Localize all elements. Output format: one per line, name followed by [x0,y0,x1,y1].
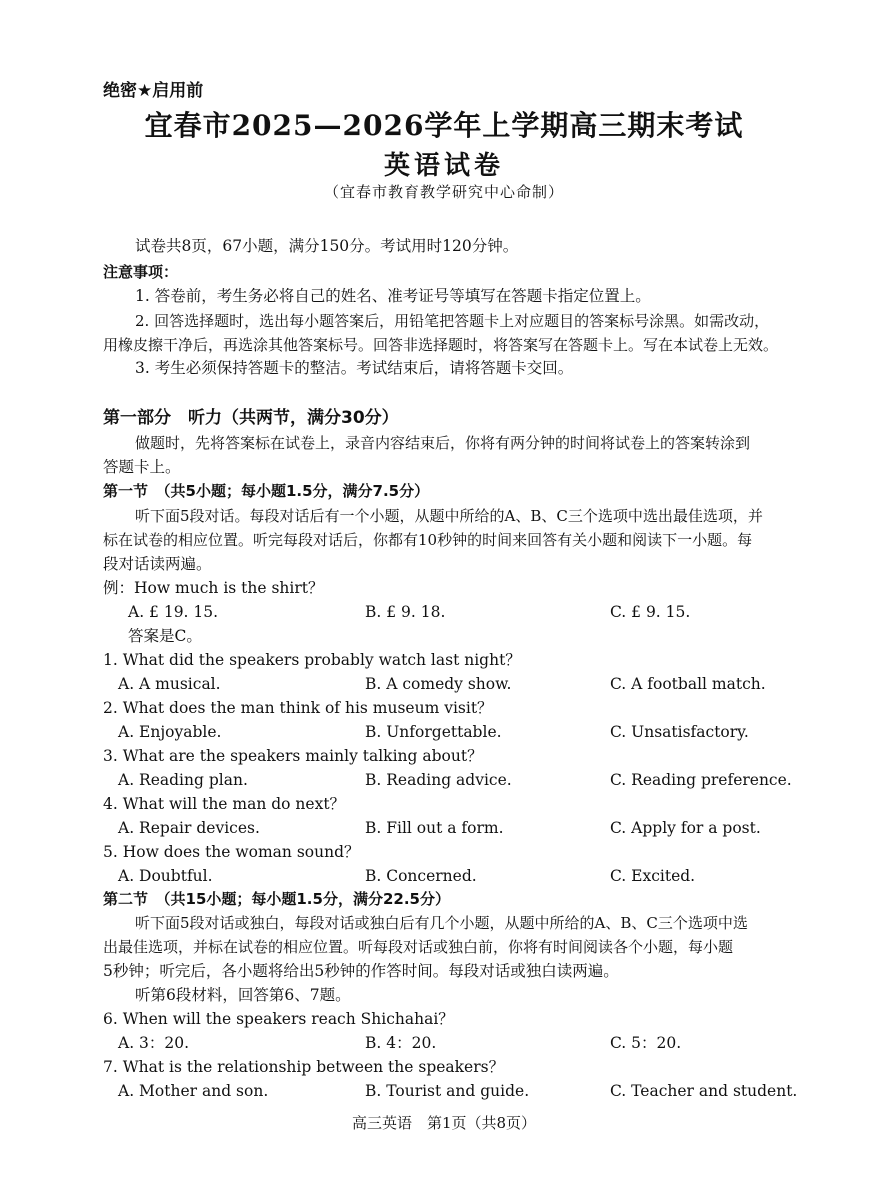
issuer-line: （宜春市教育教学研究中心命制） [323,183,564,201]
q3-option-c: C. Reading preference. [610,771,792,789]
section1-desc-b: 标在试卷的相应位置。听完每段对话后，你都有10秒钟的时间来回答有关小题和阅读下一小题。每 [103,531,753,549]
material-6-instruction: 听第6段材料，回答第6、7题。 [135,986,351,1004]
q6-option-a: A. 3：20. [118,1034,190,1052]
question-2: 2. What does the man think of his museum visit？ [103,699,493,717]
note-2b: 用橡皮擦干净后，再选涂其他答案标号。回答非选择题时，将答案写在答题卡上。写在本试卷上无效。 [103,336,779,354]
q3-option-a: A. Reading plan. [118,771,248,789]
q2-option-b: B. Unforgettable. [365,723,502,741]
question-3: 3. What are the speakers mainly talking about？ [103,747,483,765]
section2-desc-b: 出最佳选项，并标在试卷的相应位置。听每段对话或独白前，你将有时间阅读各个小题，每小题 [103,938,734,956]
q2-option-a: A. Enjoyable. [118,723,222,741]
q1-option-b: B. A comedy show. [365,675,512,693]
confidential-label: 绝密★启用前 [103,81,204,101]
q1-option-c: C. A football match. [610,675,766,693]
q2-option-c: C. Unsatisfactory. [610,723,749,741]
example-question: 例：How much is the shirt？ [103,579,324,597]
section2-desc-c: 5秒钟；听完后，各小题将给出5秒钟的作答时间。每段对话或独白读两遍。 [103,962,619,980]
q6-option-b: B. 4：20. [365,1034,437,1052]
section1-desc-c: 段对话读两遍。 [103,555,212,573]
q4-option-c: C. Apply for a post. [610,819,761,837]
notes-title: 注意事项： [103,263,179,281]
example-answer: 答案是C。 [128,627,202,645]
question-5: 5. How does the woman sound？ [103,843,360,861]
q5-option-c: C. Excited. [610,867,696,885]
note-1: 1. 答卷前，考生务必将自己的姓名、准考证号等填写在答题卡指定位置上。 [135,287,651,305]
note-3: 3. 考生必须保持答题卡的整洁。考试结束后，请将答题卡交回。 [135,359,574,377]
exam-summary: 试卷共8页，67小题，满分150分。考试用时120分钟。 [135,237,519,255]
section2-title: 第二节 （共15小题；每小题1.5分，满分22.5分） [103,890,450,908]
part1-desc-a: 做题时，先将答案标在试卷上，录音内容结束后，你将有两分钟的时间将试卷上的答案转涂到 [135,434,751,452]
q7-option-a: A. Mother and son. [118,1082,269,1100]
part1-title: 第一部分 听力（共两节，满分30分） [103,408,399,428]
section1-desc-a: 听下面5段对话。每段对话后有一个小题，从题中所给的A、B、C三个选项中选出最佳选项，并 [135,507,763,525]
page-footer: 高三英语 第1页（共8页） [351,1114,537,1132]
subject-title: 英语试卷 [383,151,504,181]
q6-option-c: C. 5：20. [610,1034,682,1052]
q5-option-b: B. Concerned. [365,867,477,885]
q4-option-b: B. Fill out a form. [365,819,504,837]
example-option-a: A. £ 19. 15. [128,603,219,621]
example-option-c: C. £ 9. 15. [610,603,691,621]
example-option-b: B. £ 9. 18. [365,603,446,621]
q1-option-a: A. A musical. [118,675,221,693]
question-6: 6. When will the speakers reach Shichahai？ [103,1010,454,1028]
section2-desc-a: 听下面5段对话或独白，每段对话或独白后有几个小题，从题中所给的A、B、C三个选项中选 [135,914,748,932]
note-2a: 2. 回答选择题时，选出每小题答案后，用铅笔把答题卡上对应题目的答案标号涂黑。如需改动， [135,312,770,330]
question-1: 1. What did the speakers probably watch last night？ [103,651,521,669]
section1-title: 第一节 （共5小题；每小题1.5分，满分7.5分） [103,482,430,500]
exam-title: 宜春市2025—2026学年上学期高三期末考试 [144,109,744,142]
q4-option-a: A. Repair devices. [118,819,260,837]
q5-option-a: A. Doubtful. [118,867,213,885]
question-7: 7. What is the relationship between the speakers？ [103,1058,505,1076]
question-4: 4. What will the man do next？ [103,795,346,813]
part1-desc-b: 答题卡上。 [103,458,181,476]
q7-option-b: B. Tourist and guide. [365,1082,530,1100]
q7-option-c: C. Teacher and student. [610,1082,798,1100]
q3-option-b: B. Reading advice. [365,771,512,789]
